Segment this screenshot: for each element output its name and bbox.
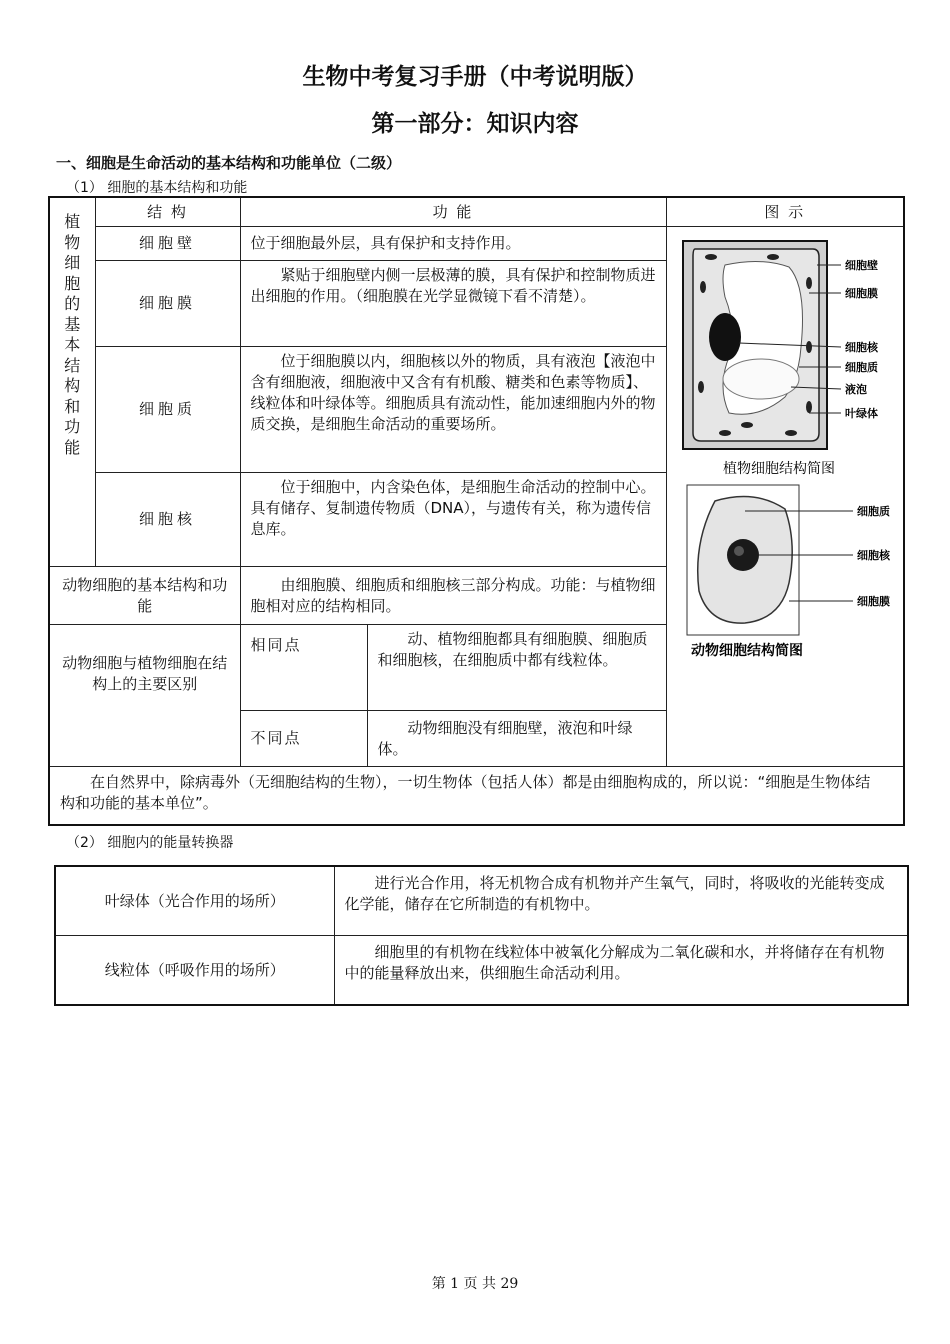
section-heading: 一、细胞是生命活动的基本结构和功能单位（二级） (56, 154, 402, 172)
part-title: 第一部分：知识内容 (371, 111, 579, 137)
plant-label-cell-wall: 细胞壁 (844, 259, 878, 272)
header-figure: 图 示 (666, 197, 904, 227)
difference-label-text: 动物细胞与植物细胞在结构上的主要区别 (62, 654, 228, 693)
structure-cell-wall: 细胞壁 (95, 227, 240, 261)
header-function: 功 能 (240, 197, 666, 227)
function-nucleus: 位于细胞中，内含染色体，是细胞生命活动的控制中心。具有储存、复制遗传物质（DNA），与遗传有关，称为遗传信息库。 (240, 473, 666, 567)
function-cytoplasm: 位于细胞膜以内，细胞核以外的物质，具有液泡【液泡中含有细胞液，细胞液中又含有有机酸、糖类和色素等物质】、线粒体和叶绿体等。细胞质具有流动性，能加速细胞内外的物质交换，是细胞生命活动的重要场所。 (240, 347, 666, 473)
plant-figure-caption: 植物细胞结构简图 (722, 461, 835, 477)
animal-label-membrane: 细胞膜 (856, 595, 890, 608)
plant-label-cytoplasm: 细胞质 (844, 361, 878, 374)
header-structure: 结 构 (95, 197, 240, 227)
plant-cell-label (49, 197, 95, 567)
mitochondria-description: 细胞里的有机物在线粒体中被氧化分解成为二氧化碳和水，并将储存在有机物中的能量释放出来，供细胞生命活动利用。 (334, 936, 908, 1006)
function-cell-membrane: 紧贴于细胞壁内侧一层极薄的膜，具有保护和控制物质进出细胞的作用。（细胞膜在光学显微镜下看不清楚）。 (240, 261, 666, 347)
difference-label (49, 625, 240, 767)
animal-label-nucleus: 细胞核 (856, 549, 890, 562)
similar-text: 动、植物细胞都具有细胞膜、细胞质和细胞核，在细胞质中都有线粒体。 (367, 625, 666, 711)
chloroplast-description: 进行光合作用，将无机物合成有机物并产生氧气，同时，将吸收的光能转变成化学能，储存在它所制造的有机物中。 (334, 866, 908, 936)
plant-label-nucleus: 细胞核 (844, 341, 878, 354)
document-title: 生物中考复习手册（中考说明版） (302, 64, 648, 90)
subsection-2-heading: （2） 细胞内的能量转换器 (66, 835, 234, 851)
animal-figure-caption: 动物细胞结构简图 (690, 643, 803, 659)
animal-cell-label: 动物细胞的基本结构和功能 (49, 567, 240, 625)
similar-label: 相同点 (240, 625, 367, 711)
figure-cell (666, 227, 904, 767)
structure-cytoplasm: 细胞质 (95, 347, 240, 473)
plant-cell-label-text: 植物细胞的基本结构和功能 (64, 212, 81, 457)
structure-nucleus: 细胞核 (95, 473, 240, 567)
animal-cell-diagram (685, 483, 903, 673)
subsection-1-heading: （1） 细胞的基本结构和功能 (66, 180, 248, 196)
function-cell-wall: 位于细胞最外层，具有保护和支持作用。 (240, 227, 666, 261)
animal-cell-function: 由细胞膜、细胞质和细胞核三部分构成。功能：与植物细胞相对应的结构相同。 (240, 567, 666, 625)
different-text: 动物细胞没有细胞壁，液泡和叶绿体。 (367, 711, 666, 767)
plant-cell-diagram (681, 237, 903, 485)
chloroplast-label: 叶绿体（光合作用的场所） (55, 866, 334, 936)
plant-label-membrane: 细胞膜 (844, 287, 878, 300)
page-footer: 第 1 页 共 29 (431, 1276, 519, 1292)
plant-label-chloroplast: 叶绿体 (844, 407, 878, 420)
cell-structure-table (48, 196, 905, 826)
structure-cell-membrane: 细胞膜 (95, 261, 240, 347)
conclusion-text: 在自然界中，除病毒外（无细胞结构的生物），一切生物体（包括人体）都是由细胞构成的，所以说：“细胞是生物体结构和功能的基本单位”。 (49, 767, 904, 825)
different-label: 不同点 (240, 711, 367, 767)
animal-label-cytoplasm: 细胞质 (856, 505, 890, 518)
mitochondria-label: 线粒体（呼吸作用的场所） (55, 936, 334, 1006)
energy-converter-table (54, 865, 909, 1006)
plant-label-vacuole: 液泡 (844, 383, 867, 396)
